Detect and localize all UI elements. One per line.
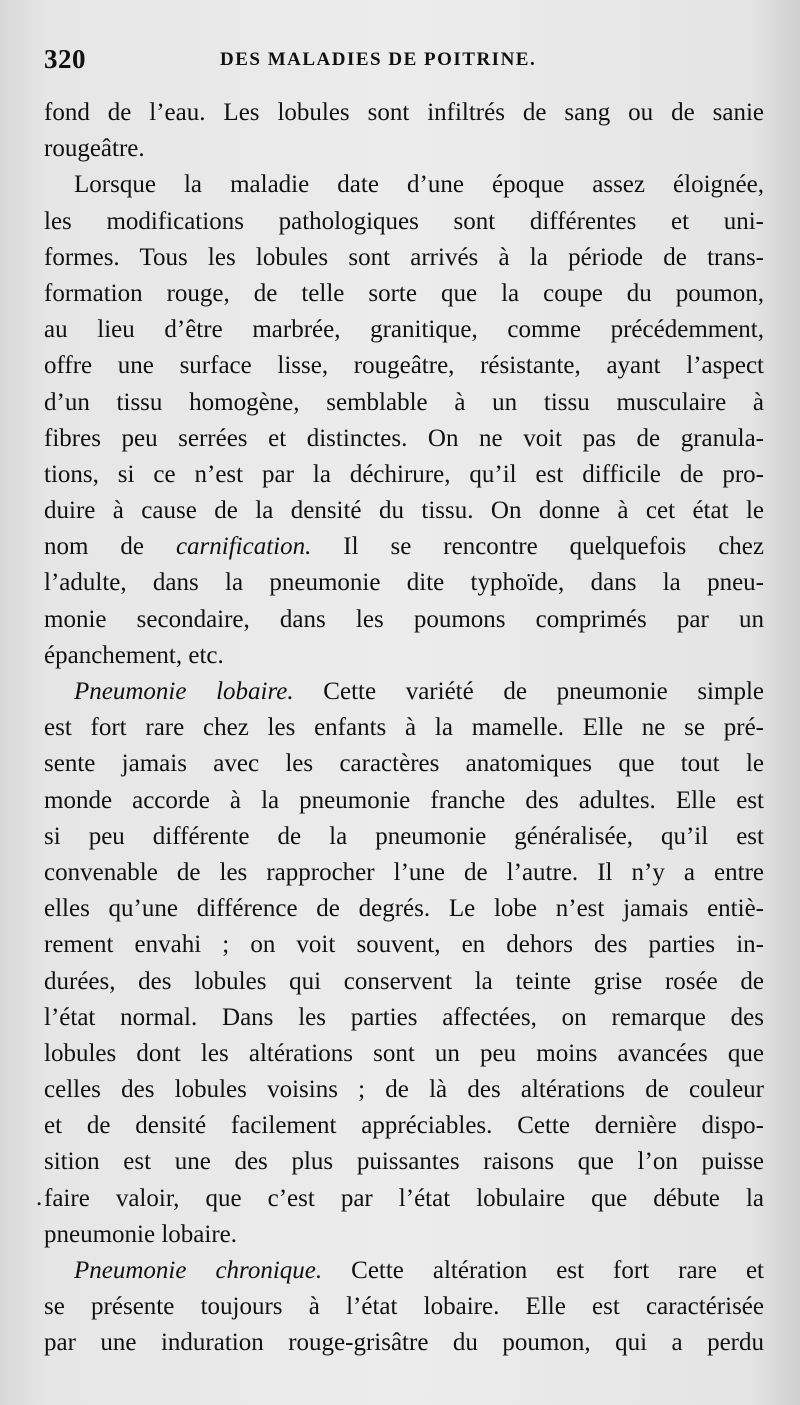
text-line: au lieu d’être marbrée, granitique, comme précédemment, (44, 316, 764, 344)
text-line: fond de l’eau. Les lobules sont infiltrés de sang ou de sanie (44, 99, 764, 126)
text-line: formes. Tous les lobules sont arrivés à la période de trans- (44, 243, 764, 271)
text-line: nom de carnification. Il se rencontre quelquefois chez (44, 533, 764, 561)
text-line: sition est une des plus puissantes raisons que l’on puisse (44, 1148, 764, 1176)
running-head (44, 44, 784, 80)
text-line: pneumonie lobaire. (44, 1220, 237, 1248)
text-line: les modifications pathologiques sont différentes et uni- (44, 207, 764, 235)
running-title: DES MALADIES DE POITRINE. (220, 49, 537, 70)
text-line: Lorsque la maladie date d’une époque assez éloignée, (74, 171, 764, 199)
section-heading: Pneumonie lobaire. (74, 678, 294, 705)
text-line: sente jamais avec les caractères anatomiques que tout le (44, 750, 764, 778)
page-number: 320 (44, 44, 86, 74)
text-line: Pneumonie lobaire. Cette variété de pneumonie simple (74, 678, 764, 705)
text-line: l’état normal. Dans les parties affectées, on remarque des (44, 1003, 764, 1031)
text-line: tions, si ce n’est par la déchirure, qu’il est difficile de pro- (44, 460, 764, 488)
text-line: rougeâtre. (44, 135, 145, 163)
text-line: et de densité facilement appréciables. Cette dernière dispo- (44, 1112, 764, 1140)
text-line: rement envahi ; on voit souvent, en dehors des parties in- (44, 931, 764, 959)
text-line: est fort rare chez les enfants à la mamelle. Elle ne se pré- (44, 714, 764, 742)
text-line: duire à cause de la densité du tissu. On donne à cet état le (44, 497, 764, 525)
text-line: monde accorde à la pneumonie franche des adultes. Elle est (44, 786, 764, 814)
text-line: celles des lobules voisins ; de là des altérations de couleur (44, 1076, 764, 1104)
text-line: si peu différente de la pneumonie généralisée, qu’il est (44, 822, 764, 850)
text-line: d’un tissu homogène, semblable à un tissu musculaire à (44, 388, 764, 416)
body-text (44, 95, 764, 1362)
italic-term: carnification. (175, 533, 312, 561)
text-line: fibres peu serrées et distinctes. On ne voit pas de granula- (44, 424, 764, 452)
text-line: l’adulte, dans la pneumonie dite typhoïde, dans la pneu- (44, 569, 764, 597)
text-line: se présente toujours à l’état lobaire. Elle est caractérisée (44, 1293, 764, 1321)
section-heading: Pneumonie chronique. (74, 1257, 323, 1284)
text-line: monie secondaire, dans les poumons comprimés par un (44, 605, 764, 633)
text-line: lobules dont les altérations sont un peu moins avancées que (44, 1039, 764, 1067)
text-line: faire valoir, que c’est par l’état lobulaire que débute la (44, 1184, 764, 1212)
text-line: formation rouge, de telle sorte que la coupe du poumon, (44, 279, 764, 307)
margin-mark: . (36, 1184, 43, 1211)
text-line: épanchement, etc. (44, 641, 224, 669)
text-line: convenable de les rapprocher l’une de l’autre. Il n’y a entre (44, 858, 764, 886)
text-line: durées, des lobules qui conservent la teinte grise rosée de (44, 967, 764, 995)
text-line: offre une surface lisse, rougeâtre, résistante, ayant l’aspect (44, 352, 764, 380)
text-line: par une induration rouge-grisâtre du poumon, qui a perdu (44, 1329, 764, 1357)
text-line: Pneumonie chronique. Cette altération est fort rare et (74, 1257, 764, 1284)
text-line: elles qu’une différence de degrés. Le lobe n’est jamais entiè- (44, 895, 764, 923)
